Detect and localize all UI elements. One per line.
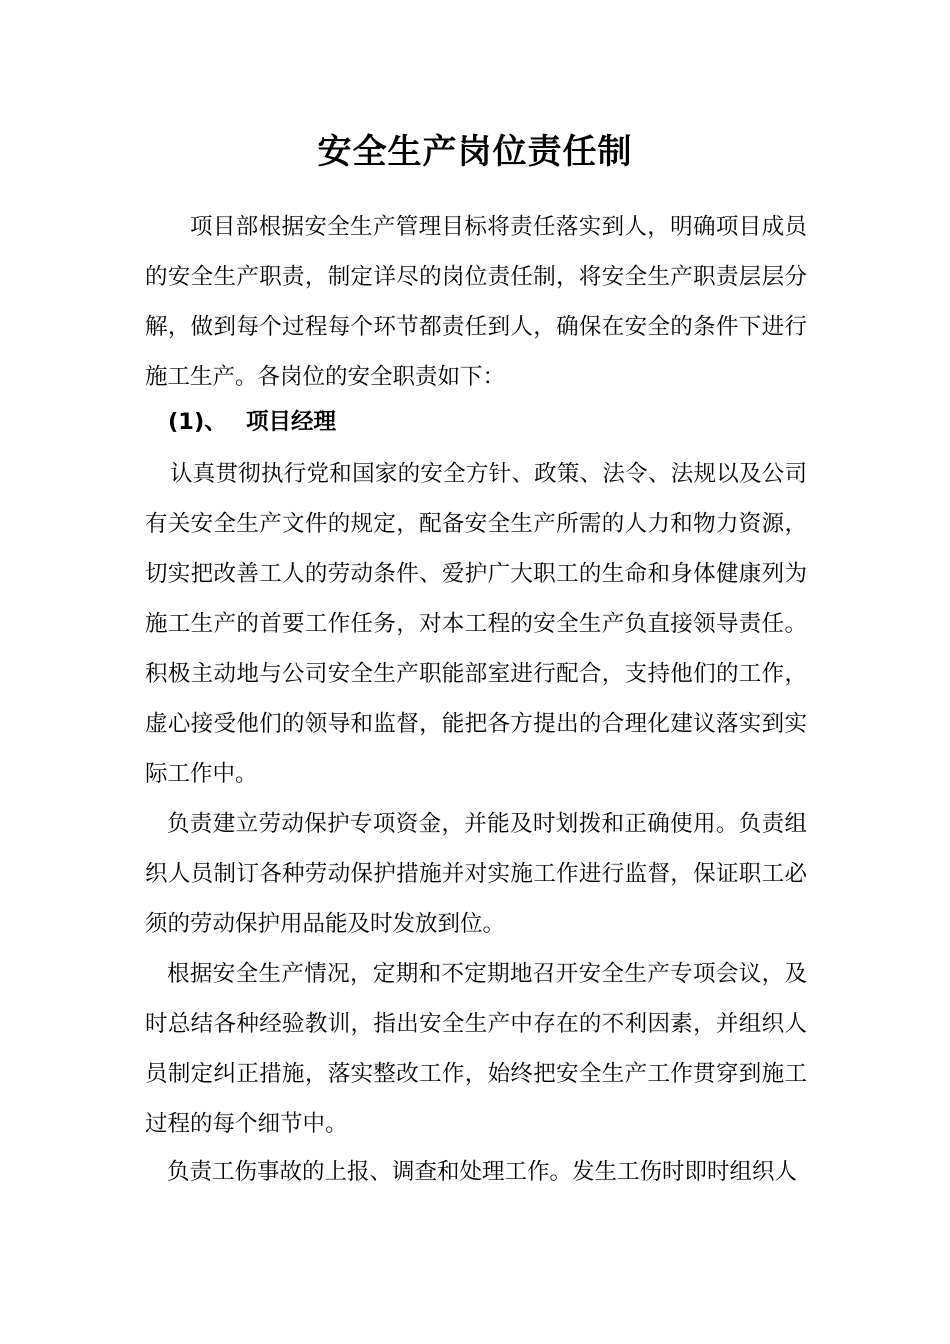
body-paragraph-3: 根据安全生产情况，定期和不定期地召开安全生产专项会议，及时总结各种经验教训，指出安全生产中存在的不利因素，并组织人员制定纠正措施，落实整改工作，始终把安全生产工作贯穿到施工过程的每个细节中。 — [145, 961, 807, 1137]
body-paragraph-2: 负责建立劳动保护专项资金，并能及时划拨和正确使用。负责组织人员制订各种劳动保护措施并对实施工作进行监督，保证职工必须的劳动保护用品能及时发放到位。 — [145, 811, 807, 937]
section-heading — [168, 399, 336, 445]
intro-paragraph: 项目部根据安全生产管理目标将责任落实到人，明确项目成员的安全生产职责，制定详尽的岗位责任制，将安全生产职责层层分解，做到每个过程每个环节都责任到人，确保在安全的条件下进行施工生产。各岗位的安全职责如下： — [145, 214, 807, 390]
section-number: (1)、 — [168, 409, 227, 435]
body-paragraph-4: 负责工伤事故的上报、调查和处理工作。发生工伤时即时组织人 — [167, 1159, 798, 1185]
body-paragraph-1: 认真贯彻执行党和国家的安全方针、政策、法令、法规以及公司有关安全生产文件的规定，配备安全生产所需的人力和物力资源，切实把改善工人的劳动条件、爱护广大职工的生命和身体健康列为施工生产的首要工作任务，对本工程的安全生产负直接领导责任。积极主动地与公司安全生产职能部室进行配合，支持他们的工作，虚心接受他们的领导和监督，能把各方提出的合理化建议落实到实际工作中。 — [145, 461, 807, 787]
section-title: 项目经理 — [246, 409, 337, 435]
document-title: 安全生产岗位责任制 — [317, 132, 633, 172]
